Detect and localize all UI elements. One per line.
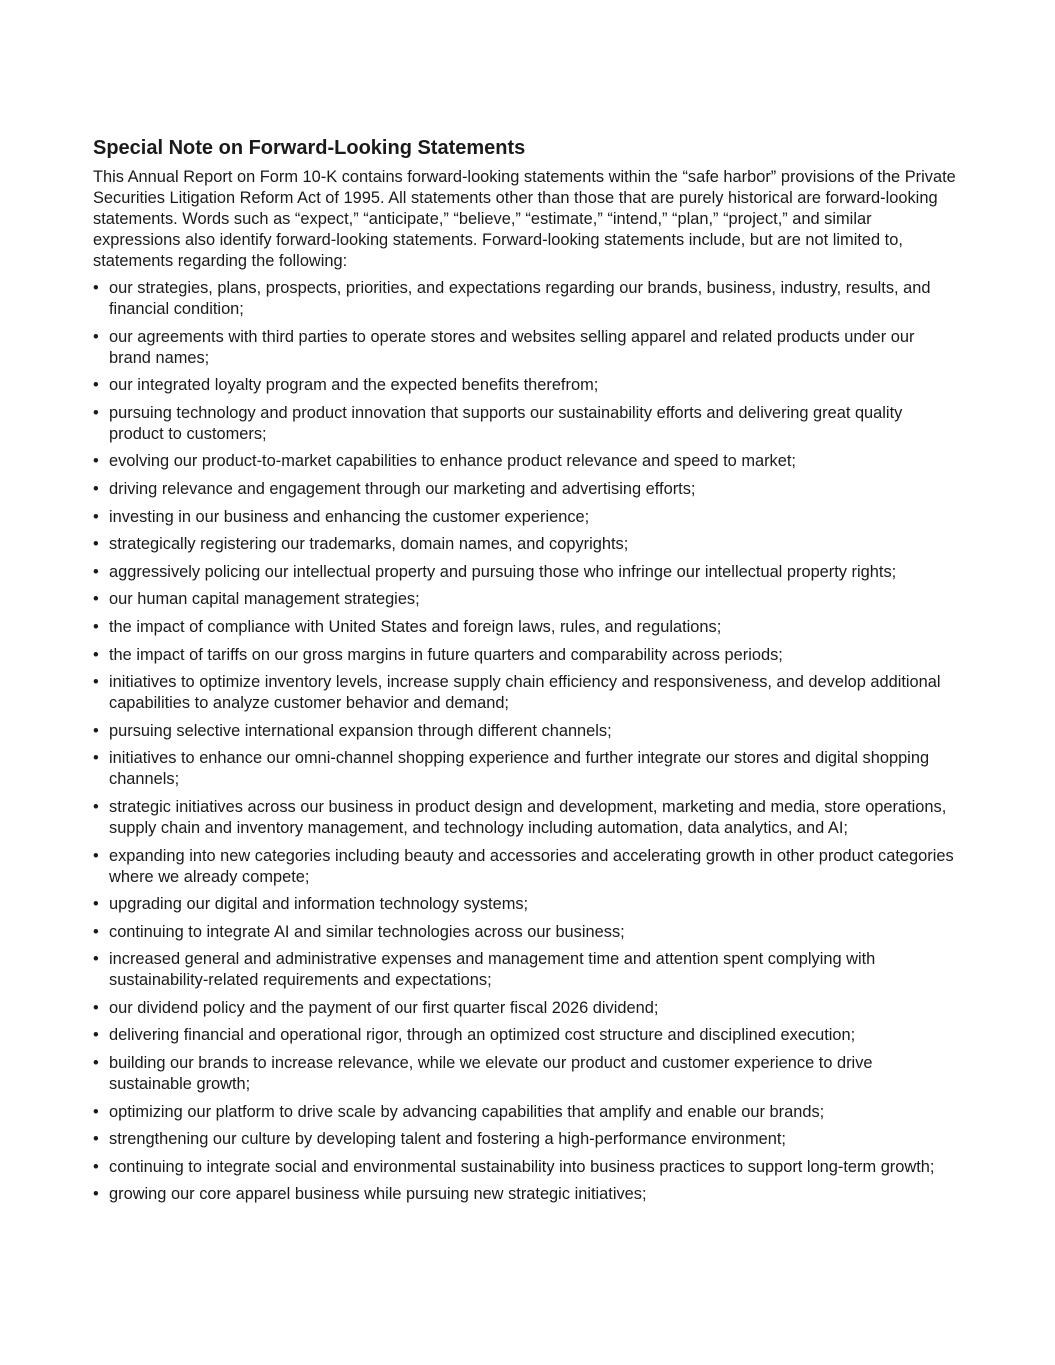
forward-looking-list [93, 278, 959, 1205]
list-item-text: the impact of tariffs on our gross margins in future quarters and comparability across periods; [109, 645, 783, 664]
list-item [93, 375, 959, 396]
bullet-icon: • [93, 950, 99, 969]
list-item-text: our strategies, plans, prospects, priorities, and expectations regarding our brands, business, industry, results, and financial condition; [109, 279, 931, 318]
bullet-icon: • [93, 327, 99, 346]
list-item [93, 507, 959, 528]
list-item-text: initiatives to enhance our omni-channel shopping experience and further integrate our stores and digital shopping channels; [109, 749, 930, 789]
list-item-text: aggressively policing our intellectual property and pursuing those who infringe our intellectual property rights; [109, 562, 897, 581]
bullet-icon: • [93, 645, 99, 664]
list-item-text: our integrated loyalty program and the expected benefits therefrom; [109, 376, 599, 395]
list-item [93, 645, 959, 666]
bullet-icon: • [93, 797, 99, 816]
list-item [93, 278, 959, 320]
bullet-icon: • [93, 1054, 99, 1073]
list-item [93, 949, 959, 991]
list-item-text: evolving our product-to-market capabilities to enhance product relevance and speed to market; [109, 452, 796, 471]
bullet-icon: • [93, 922, 99, 941]
list-item [93, 1102, 959, 1123]
section-heading: Special Note on Forward-Looking Statements [93, 137, 526, 159]
list-item-text: our agreements with third parties to operate stores and websites selling apparel and related products under our brand names; [109, 327, 915, 367]
list-item [93, 672, 959, 714]
list-item-text: optimizing our platform to drive scale by advancing capabilities that amplify and enable our brands; [109, 1102, 825, 1121]
bullet-icon: • [93, 673, 99, 692]
bullet-icon: • [93, 562, 99, 581]
list-item [93, 479, 959, 500]
bullet-icon: • [93, 846, 99, 865]
list-item-text: pursuing technology and product innovation that supports our sustainability efforts and delivering great quality product to customers; [109, 403, 903, 443]
list-item [93, 1129, 959, 1150]
list-item [93, 797, 959, 839]
bullet-icon: • [93, 1026, 99, 1045]
list-item-text: strengthening our culture by developing talent and fostering a high-performance environment; [109, 1130, 786, 1149]
list-item-text: pursuing selective international expansion through different channels; [109, 721, 612, 740]
bullet-icon: • [93, 1185, 99, 1204]
list-item-text: our dividend policy and the payment of our first quarter fiscal 2026 dividend; [109, 998, 659, 1017]
list-item [93, 894, 959, 915]
bullet-icon: • [93, 535, 99, 554]
bullet-icon: • [93, 376, 99, 395]
list-item-text: continuing to integrate AI and similar technologies across our business; [109, 922, 625, 941]
list-item [93, 562, 959, 583]
bullet-icon: • [93, 479, 99, 498]
list-item [93, 1157, 959, 1178]
list-item-text: initiatives to optimize inventory levels, increase supply chain efficiency and responsiveness, and develop additional capabilities to analyze customer behavior and demand; [109, 673, 941, 713]
list-item [93, 617, 959, 638]
list-item-text: continuing to integrate social and environmental sustainability into business practices to support long-term growth; [109, 1157, 935, 1176]
list-item-text: investing in our business and enhancing the customer experience; [109, 507, 590, 526]
list-item [93, 403, 959, 445]
list-item [93, 1053, 959, 1095]
list-item [93, 534, 959, 555]
list-item-text: delivering financial and operational rigor, through an optimized cost structure and disciplined execution; [109, 1026, 856, 1045]
list-item-text: upgrading our digital and information technology systems; [109, 895, 529, 914]
list-item-text: building our brands to increase relevance, while we elevate our product and customer experience to drive sustainable growth; [109, 1054, 873, 1094]
list-item [93, 846, 959, 888]
bullet-icon: • [93, 1157, 99, 1176]
bullet-icon: • [93, 617, 99, 636]
intro-paragraph: This Annual Report on Form 10-K contains forward-looking statements within the “safe harbor” provisions of the Private Securities Litigation Reform Act of 1995. All statements other than those that are purely historical are forward-looking statements. Words such as “expect,” “anticipate,” “believe,” “estimate,” “intend,” “plan,” “project,” and similar expressions also identify forward-looking statements. Forward-looking statements include, but are not limited to, statements regarding the following: [93, 168, 956, 270]
list-item [93, 748, 959, 790]
bullet-icon: • [93, 721, 99, 740]
list-item-text: strategically registering our trademarks, domain names, and copyrights; [109, 535, 629, 554]
list-item-text: growing our core apparel business while pursuing new strategic initiatives; [109, 1185, 647, 1204]
bullet-icon: • [93, 895, 99, 914]
list-item [93, 998, 959, 1019]
bullet-icon: • [93, 1102, 99, 1121]
bullet-icon: • [93, 998, 99, 1017]
list-item-text: our human capital management strategies; [109, 590, 420, 609]
list-item [93, 721, 959, 742]
document-page [93, 136, 959, 1212]
bullet-icon: • [93, 1130, 99, 1149]
bullet-icon: • [93, 507, 99, 526]
list-item-text: expanding into new categories including beauty and accessories and accelerating growth in other product categories where we already compete; [109, 846, 954, 886]
bullet-icon: • [93, 403, 99, 422]
list-item [93, 922, 959, 943]
bullet-icon: • [93, 279, 99, 297]
list-item [93, 451, 959, 472]
bullet-icon: • [93, 590, 99, 609]
list-item [93, 1025, 959, 1046]
bullet-icon: • [93, 452, 99, 471]
list-item-text: strategic initiatives across our business in product design and development, marketing and media, store operations, supply chain and inventory management, and technology including automation, data analytics, and AI; [109, 797, 947, 837]
list-item [93, 327, 959, 369]
list-item-text: the impact of compliance with United States and foreign laws, rules, and regulations; [109, 617, 722, 636]
list-item [93, 589, 959, 610]
bullet-icon: • [93, 749, 99, 768]
list-item-text: driving relevance and engagement through our marketing and advertising efforts; [109, 479, 696, 498]
list-item-text: increased general and administrative expenses and management time and attention spent complying with sustainability-related requirements and expectations; [109, 950, 876, 990]
list-item [93, 1184, 959, 1205]
